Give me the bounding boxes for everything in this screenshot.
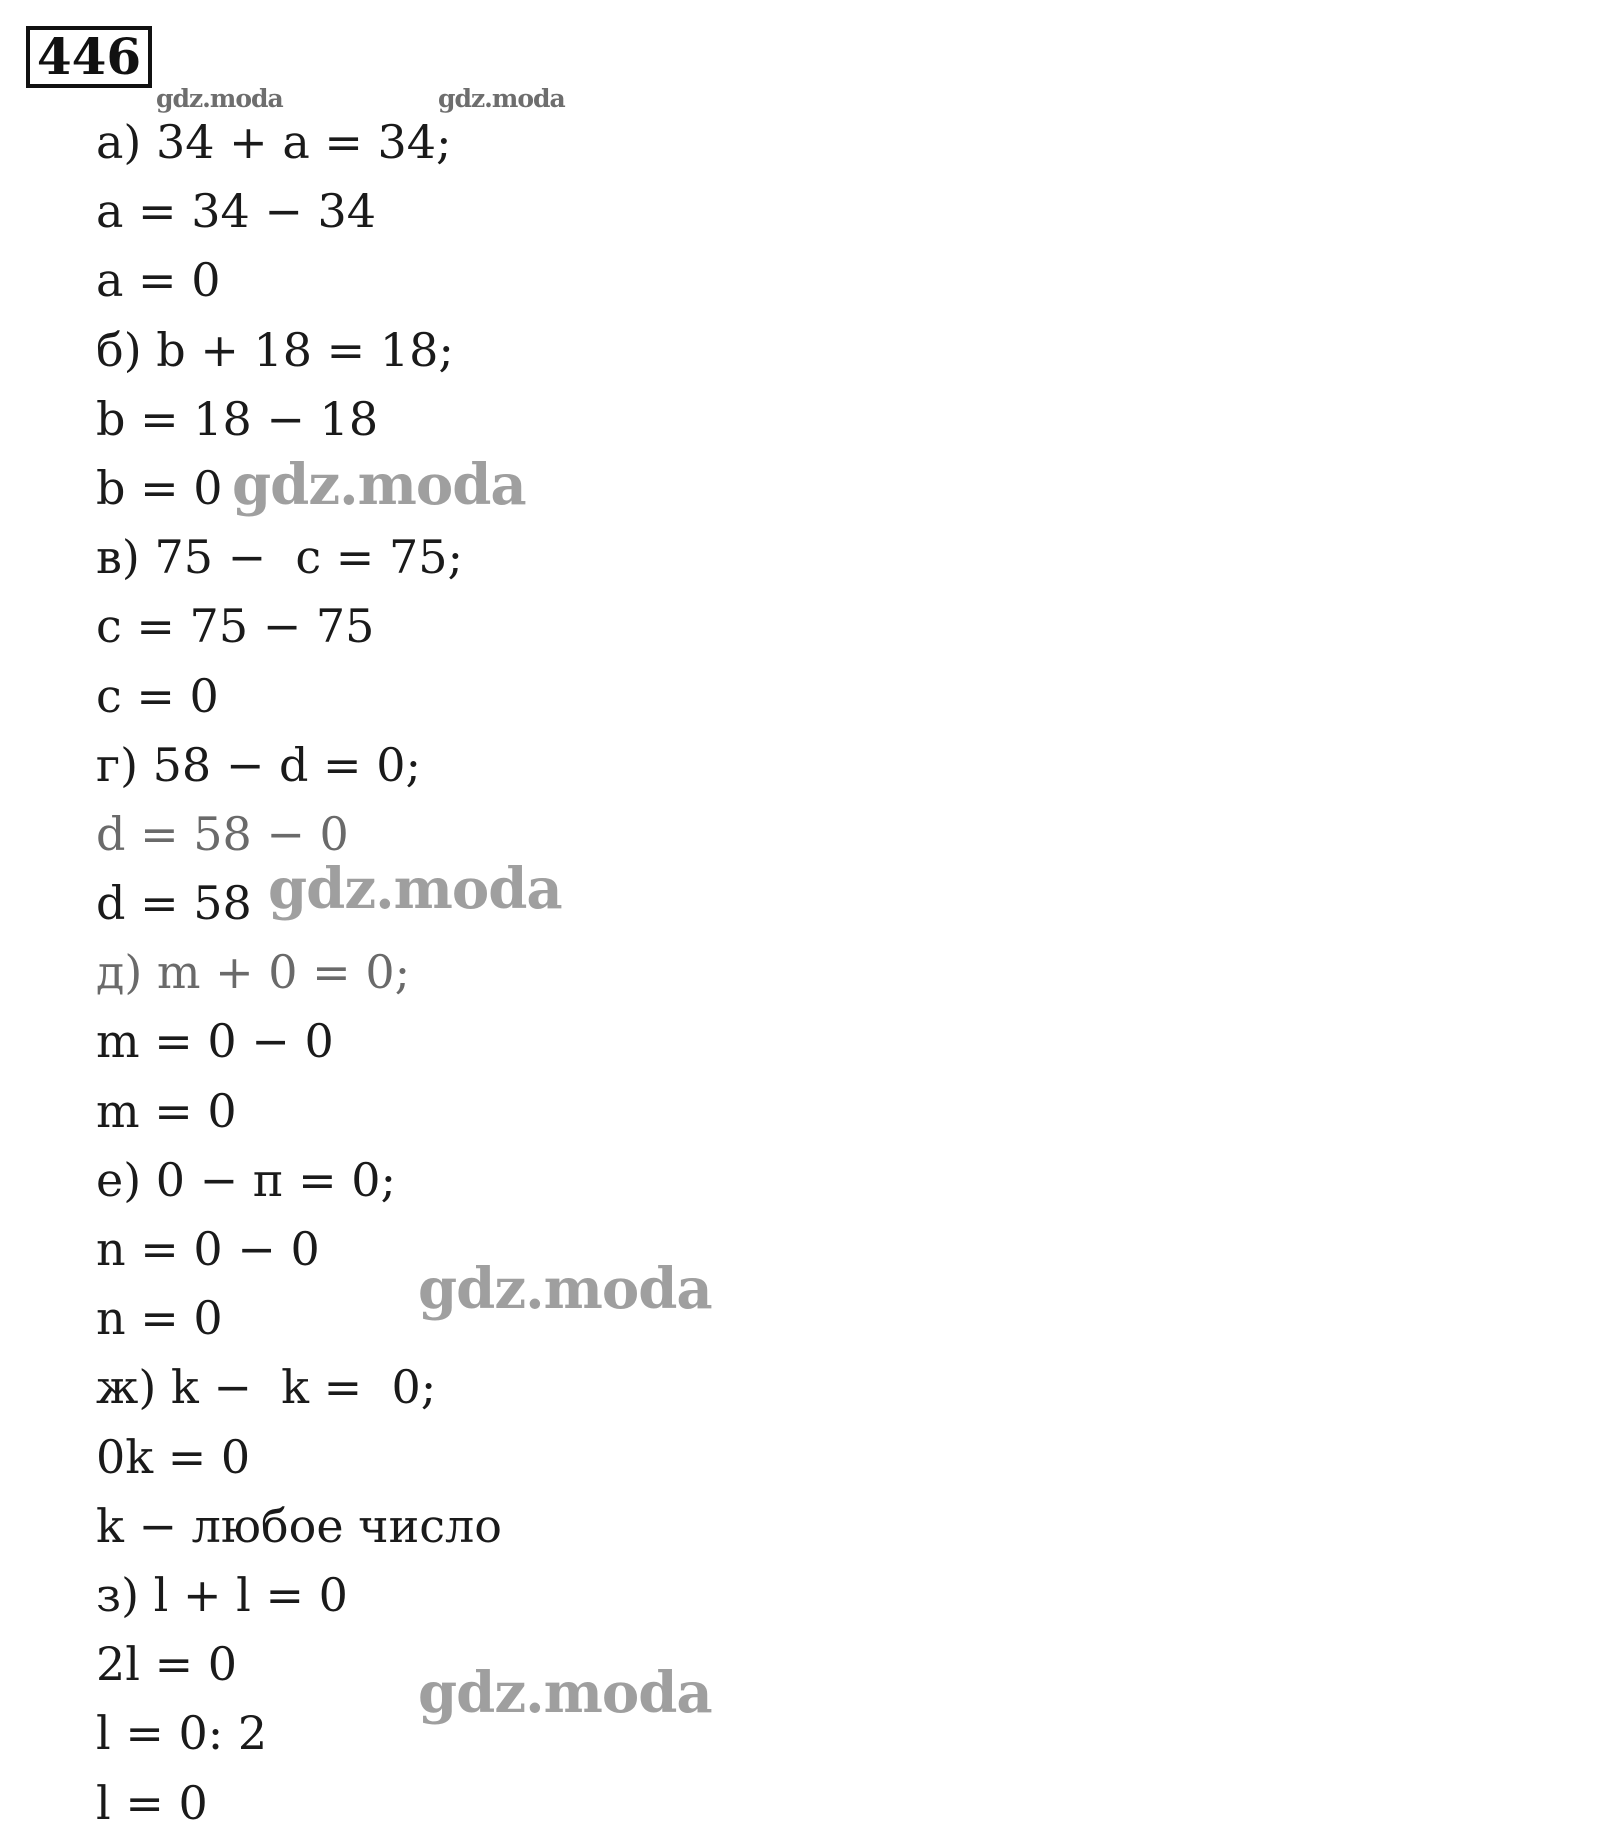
watermark: gdz.moda (232, 452, 526, 518)
solution-line: n = 0 (96, 1291, 223, 1346)
watermark: gdz.moda (268, 856, 562, 922)
solution-line: а) 34 + а = 34; (96, 115, 452, 169)
solution-line: ж) k − k = 0; (96, 1360, 437, 1415)
solution-lines (96, 108, 502, 1838)
watermark: gdz.moda (156, 84, 283, 113)
solution-line: n = 0 − 0 (96, 1222, 320, 1276)
solution-line: е) 0 − п = 0; (96, 1152, 397, 1207)
watermark: gdz.moda (418, 1660, 712, 1726)
solution-line: l = 0 (96, 1775, 208, 1830)
solution-line: c = 0 (96, 668, 219, 723)
solution-line: d = 58 − 0 (96, 806, 349, 861)
solution-line: б) b + 18 = 18; (96, 322, 454, 377)
solution-line: b = 0 (96, 460, 223, 515)
solution-line: l = 0: 2 (96, 1706, 268, 1761)
solution-line: d = 58 (96, 876, 252, 931)
problem-number: 446 (26, 26, 152, 88)
solution-line: b = 18 − 18 (96, 391, 379, 446)
solution-line: в) 75 − с = 75; (96, 530, 463, 585)
solution-line: г) 58 − d = 0; (96, 737, 421, 792)
solution-line: з) l + l = 0 (96, 1567, 348, 1622)
solution-line: c = 75 − 75 (96, 599, 375, 654)
solution-line: a = 34 − 34 (96, 184, 377, 239)
solution-line: 2l = 0 (96, 1637, 238, 1692)
solution-line: k − любое число (96, 1498, 502, 1553)
solution-line: m = 0 (96, 1083, 237, 1138)
solution-line: д) m + 0 = 0; (96, 945, 411, 1000)
solution-line: 0k = 0 (96, 1429, 251, 1484)
watermark: gdz.moda (418, 1256, 712, 1322)
solution-line: a = 0 (96, 253, 221, 308)
solution-line: m = 0 − 0 (96, 1014, 334, 1069)
watermark: gdz.moda (438, 84, 565, 113)
